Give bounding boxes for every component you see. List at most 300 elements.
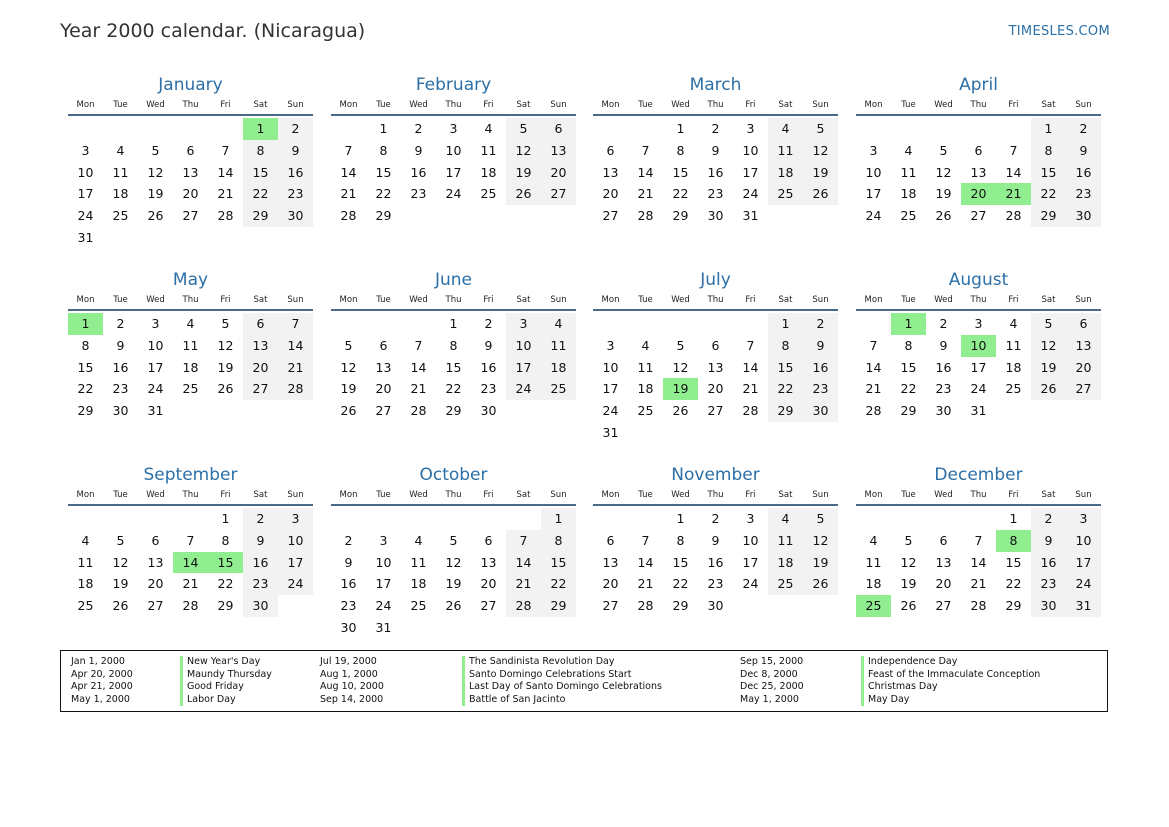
day-cell[interactable]: 15	[672, 164, 689, 180]
day-cell[interactable]: 7	[974, 532, 983, 548]
day-cell[interactable]: 22	[375, 186, 392, 202]
day-cell[interactable]: 26	[672, 403, 689, 419]
day-cell[interactable]: 13	[935, 554, 952, 570]
day-cell[interactable]: 15	[672, 554, 689, 570]
day-cell[interactable]: 11	[768, 140, 803, 162]
day-cell[interactable]: 22	[77, 381, 94, 397]
day-cell[interactable]: 26	[1031, 378, 1066, 400]
day-cell[interactable]: 18	[865, 576, 882, 592]
day-cell[interactable]: 15	[541, 552, 576, 574]
day-cell[interactable]: 28	[637, 208, 654, 224]
day-cell[interactable]: 17	[742, 164, 759, 180]
day-cell[interactable]: 14	[340, 164, 357, 180]
day-cell[interactable]: 23	[935, 381, 952, 397]
day-cell[interactable]: 27	[1066, 378, 1101, 400]
day-cell[interactable]: 29	[1005, 598, 1022, 614]
day-cell[interactable]: 8	[541, 530, 576, 552]
day-cell[interactable]: 24	[278, 573, 313, 595]
day-cell[interactable]: 28	[506, 595, 541, 617]
day-cell[interactable]: 4	[186, 316, 195, 331]
day-cell[interactable]: 4	[484, 121, 493, 136]
day-cell[interactable]: 16	[1066, 162, 1101, 184]
day-cell[interactable]: 21	[865, 381, 882, 397]
day-cell[interactable]: 19	[935, 186, 952, 202]
day-cell[interactable]: 2	[484, 316, 493, 331]
day-cell[interactable]: 21	[182, 576, 199, 592]
day-cell[interactable]: 28	[742, 403, 759, 419]
day-cell[interactable]: 7	[186, 532, 195, 548]
day-cell[interactable]: 17	[602, 381, 619, 397]
day-cell[interactable]: 12	[1031, 335, 1066, 357]
day-cell[interactable]: 17	[506, 357, 541, 379]
day-cell[interactable]: 17	[147, 359, 164, 375]
day-cell[interactable]: 25	[856, 595, 891, 617]
day-cell[interactable]: 17	[77, 186, 94, 202]
day-cell[interactable]: 14	[506, 552, 541, 574]
day-cell[interactable]: 10	[506, 335, 541, 357]
day-cell[interactable]: 19	[340, 381, 357, 397]
day-cell[interactable]: 4	[869, 532, 878, 548]
day-cell[interactable]: 20	[707, 381, 724, 397]
day-cell[interactable]: 21	[637, 576, 654, 592]
day-cell[interactable]: 20	[541, 162, 576, 184]
day-cell[interactable]: 1	[1009, 511, 1018, 526]
day-cell[interactable]: 13	[602, 554, 619, 570]
day-cell[interactable]: 21	[742, 381, 759, 397]
day-cell[interactable]: 27	[243, 378, 278, 400]
day-cell[interactable]: 31	[147, 403, 164, 419]
day-cell[interactable]: 6	[484, 532, 493, 548]
day-cell[interactable]: 5	[676, 337, 685, 353]
day-cell[interactable]: 2	[939, 316, 948, 331]
day-cell[interactable]: 16	[410, 164, 427, 180]
site-link[interactable]: TIMESLES.COM	[1008, 24, 1110, 39]
day-cell[interactable]: 14	[637, 554, 654, 570]
day-cell[interactable]: 7	[641, 532, 650, 548]
day-cell[interactable]: 8	[449, 337, 458, 353]
day-cell[interactable]: 4	[768, 118, 803, 140]
day-cell[interactable]: 11	[541, 335, 576, 357]
day-cell[interactable]: 1	[68, 313, 103, 335]
day-cell[interactable]: 16	[707, 554, 724, 570]
day-cell[interactable]: 22	[243, 183, 278, 205]
day-cell[interactable]: 20	[182, 186, 199, 202]
day-cell[interactable]: 17	[1066, 552, 1101, 574]
day-cell[interactable]: 9	[116, 337, 125, 353]
day-cell[interactable]: 15	[77, 359, 94, 375]
day-cell[interactable]: 3	[746, 121, 755, 136]
day-cell[interactable]: 15	[900, 359, 917, 375]
day-cell[interactable]: 21	[410, 381, 427, 397]
day-cell[interactable]: 12	[803, 140, 838, 162]
day-cell[interactable]: 17	[865, 186, 882, 202]
day-cell[interactable]: 19	[147, 186, 164, 202]
day-cell[interactable]: 21	[506, 573, 541, 595]
day-cell[interactable]: 18	[182, 359, 199, 375]
day-cell[interactable]: 30	[707, 208, 724, 224]
day-cell[interactable]: 30	[340, 619, 357, 635]
day-cell[interactable]: 17	[970, 359, 987, 375]
day-cell[interactable]: 9	[711, 142, 720, 158]
day-cell[interactable]: 25	[637, 403, 654, 419]
day-cell[interactable]: 12	[672, 359, 689, 375]
day-cell[interactable]: 12	[506, 140, 541, 162]
day-cell[interactable]: 24	[147, 381, 164, 397]
day-cell[interactable]: 31	[375, 619, 392, 635]
day-cell[interactable]: 11	[112, 164, 129, 180]
day-cell[interactable]: 5	[506, 118, 541, 140]
day-cell[interactable]: 23	[410, 186, 427, 202]
day-cell[interactable]: 9	[243, 530, 278, 552]
day-cell[interactable]: 19	[506, 162, 541, 184]
day-cell[interactable]: 24	[970, 381, 987, 397]
day-cell[interactable]: 19	[663, 378, 698, 400]
day-cell[interactable]: 25	[768, 573, 803, 595]
day-cell[interactable]: 29	[672, 208, 689, 224]
day-cell[interactable]: 21	[970, 576, 987, 592]
day-cell[interactable]: 31	[970, 403, 987, 419]
day-cell[interactable]: 24	[445, 186, 462, 202]
day-cell[interactable]: 31	[742, 208, 759, 224]
day-cell[interactable]: 27	[182, 208, 199, 224]
day-cell[interactable]: 27	[480, 598, 497, 614]
day-cell[interactable]: 10	[1066, 530, 1101, 552]
day-cell[interactable]: 2	[1066, 118, 1101, 140]
day-cell[interactable]: 26	[340, 403, 357, 419]
day-cell[interactable]: 18	[112, 186, 129, 202]
day-cell[interactable]: 23	[278, 183, 313, 205]
day-cell[interactable]: 29	[541, 595, 576, 617]
day-cell[interactable]: 1	[449, 316, 458, 331]
day-cell[interactable]: 7	[278, 313, 313, 335]
day-cell[interactable]: 4	[1009, 316, 1018, 331]
day-cell[interactable]: 5	[939, 142, 948, 158]
day-cell[interactable]: 9	[278, 140, 313, 162]
day-cell[interactable]: 26	[803, 183, 838, 205]
day-cell[interactable]: 19	[900, 576, 917, 592]
day-cell[interactable]: 15	[1005, 554, 1022, 570]
day-cell[interactable]: 16	[340, 576, 357, 592]
day-cell[interactable]: 23	[480, 381, 497, 397]
day-cell[interactable]: 29	[217, 598, 234, 614]
day-cell[interactable]: 7	[506, 530, 541, 552]
day-cell[interactable]: 18	[480, 164, 497, 180]
day-cell[interactable]: 17	[445, 164, 462, 180]
day-cell[interactable]: 29	[445, 403, 462, 419]
day-cell[interactable]: 1	[676, 121, 685, 136]
day-cell[interactable]: 29	[77, 403, 94, 419]
day-cell[interactable]: 7	[344, 142, 353, 158]
day-cell[interactable]: 2	[711, 121, 720, 136]
day-cell[interactable]: 24	[742, 576, 759, 592]
day-cell[interactable]: 12	[340, 359, 357, 375]
day-cell[interactable]: 4	[641, 337, 650, 353]
day-cell[interactable]: 15	[768, 357, 803, 379]
day-cell[interactable]: 14	[742, 359, 759, 375]
day-cell[interactable]: 4	[116, 142, 125, 158]
day-cell[interactable]: 22	[1031, 183, 1066, 205]
day-cell[interactable]: 2	[243, 508, 278, 530]
day-cell[interactable]: 9	[711, 532, 720, 548]
day-cell[interactable]: 22	[541, 573, 576, 595]
day-cell[interactable]: 30	[278, 205, 313, 227]
day-cell[interactable]: 15	[1031, 162, 1066, 184]
day-cell[interactable]: 11	[410, 554, 427, 570]
day-cell[interactable]: 13	[375, 359, 392, 375]
day-cell[interactable]: 24	[375, 598, 392, 614]
day-cell[interactable]: 7	[414, 337, 423, 353]
day-cell[interactable]: 1	[676, 511, 685, 526]
day-cell[interactable]: 19	[445, 576, 462, 592]
day-cell[interactable]: 30	[480, 403, 497, 419]
day-cell[interactable]: 6	[151, 532, 160, 548]
day-cell[interactable]: 16	[803, 357, 838, 379]
day-cell[interactable]: 21	[217, 186, 234, 202]
day-cell[interactable]: 8	[243, 140, 278, 162]
day-cell[interactable]: 29	[900, 403, 917, 419]
day-cell[interactable]: 4	[541, 313, 576, 335]
day-cell[interactable]: 7	[221, 142, 230, 158]
day-cell[interactable]: 11	[768, 530, 803, 552]
day-cell[interactable]: 7	[1009, 142, 1018, 158]
day-cell[interactable]: 2	[1031, 508, 1066, 530]
day-cell[interactable]: 3	[278, 508, 313, 530]
day-cell[interactable]: 20	[602, 186, 619, 202]
day-cell[interactable]: 10	[147, 337, 164, 353]
day-cell[interactable]: 28	[278, 378, 313, 400]
day-cell[interactable]: 28	[637, 598, 654, 614]
day-cell[interactable]: 6	[606, 142, 615, 158]
day-cell[interactable]: 5	[116, 532, 125, 548]
day-cell[interactable]: 30	[112, 403, 129, 419]
day-cell[interactable]: 2	[711, 511, 720, 526]
day-cell[interactable]: 26	[217, 381, 234, 397]
day-cell[interactable]: 12	[935, 164, 952, 180]
day-cell[interactable]: 4	[768, 508, 803, 530]
day-cell[interactable]: 16	[278, 162, 313, 184]
day-cell[interactable]: 28	[865, 403, 882, 419]
day-cell[interactable]: 20	[1066, 357, 1101, 379]
day-cell[interactable]: 8	[904, 337, 913, 353]
day-cell[interactable]: 6	[939, 532, 948, 548]
day-cell[interactable]: 13	[480, 554, 497, 570]
day-cell[interactable]: 9	[1066, 140, 1101, 162]
day-cell[interactable]: 1	[768, 313, 803, 335]
day-cell[interactable]: 8	[379, 142, 388, 158]
day-cell[interactable]: 7	[746, 337, 755, 353]
day-cell[interactable]: 3	[974, 316, 983, 331]
day-cell[interactable]: 9	[1031, 530, 1066, 552]
day-cell[interactable]: 19	[803, 162, 838, 184]
day-cell[interactable]: 24	[506, 378, 541, 400]
day-cell[interactable]: 12	[147, 164, 164, 180]
day-cell[interactable]: 1	[541, 508, 576, 530]
day-cell[interactable]: 20	[480, 576, 497, 592]
day-cell[interactable]: 24	[865, 208, 882, 224]
day-cell[interactable]: 8	[676, 142, 685, 158]
day-cell[interactable]: 17	[742, 554, 759, 570]
day-cell[interactable]: 16	[243, 552, 278, 574]
day-cell[interactable]: 27	[935, 598, 952, 614]
day-cell[interactable]: 9	[344, 554, 353, 570]
day-cell[interactable]: 4	[904, 142, 913, 158]
day-cell[interactable]: 15	[375, 164, 392, 180]
day-cell[interactable]: 25	[541, 378, 576, 400]
day-cell[interactable]: 10	[961, 335, 996, 357]
day-cell[interactable]: 20	[243, 357, 278, 379]
day-cell[interactable]: 11	[865, 554, 882, 570]
day-cell[interactable]: 8	[768, 335, 803, 357]
day-cell[interactable]: 29	[672, 598, 689, 614]
day-cell[interactable]: 28	[1005, 208, 1022, 224]
day-cell[interactable]: 16	[935, 359, 952, 375]
day-cell[interactable]: 13	[602, 164, 619, 180]
day-cell[interactable]: 6	[606, 532, 615, 548]
day-cell[interactable]: 9	[803, 335, 838, 357]
day-cell[interactable]: 30	[707, 598, 724, 614]
day-cell[interactable]: 20	[147, 576, 164, 592]
day-cell[interactable]: 18	[1005, 359, 1022, 375]
day-cell[interactable]: 24	[742, 186, 759, 202]
day-cell[interactable]: 21	[278, 357, 313, 379]
day-cell[interactable]: 24	[1066, 573, 1101, 595]
day-cell[interactable]: 12	[900, 554, 917, 570]
day-cell[interactable]: 18	[77, 576, 94, 592]
day-cell[interactable]: 15	[243, 162, 278, 184]
day-cell[interactable]: 29	[243, 205, 278, 227]
day-cell[interactable]: 8	[1031, 140, 1066, 162]
day-cell[interactable]: 26	[900, 598, 917, 614]
day-cell[interactable]: 10	[77, 164, 94, 180]
day-cell[interactable]: 18	[541, 357, 576, 379]
day-cell[interactable]: 6	[1066, 313, 1101, 335]
day-cell[interactable]: 18	[410, 576, 427, 592]
day-cell[interactable]: 1	[221, 511, 230, 526]
day-cell[interactable]: 10	[445, 142, 462, 158]
day-cell[interactable]: 25	[410, 598, 427, 614]
day-cell[interactable]: 12	[217, 337, 234, 353]
day-cell[interactable]: 16	[707, 164, 724, 180]
day-cell[interactable]: 19	[1031, 357, 1066, 379]
day-cell[interactable]: 23	[803, 378, 838, 400]
day-cell[interactable]: 30	[243, 595, 278, 617]
day-cell[interactable]: 25	[480, 186, 497, 202]
day-cell[interactable]: 14	[173, 552, 208, 574]
day-cell[interactable]: 1	[891, 313, 926, 335]
day-cell[interactable]: 10	[375, 554, 392, 570]
day-cell[interactable]: 2	[803, 313, 838, 335]
day-cell[interactable]: 23	[340, 598, 357, 614]
day-cell[interactable]: 31	[1066, 595, 1101, 617]
day-cell[interactable]: 27	[707, 403, 724, 419]
day-cell[interactable]: 29	[1031, 205, 1066, 227]
day-cell[interactable]: 25	[112, 208, 129, 224]
day-cell[interactable]: 30	[1066, 205, 1101, 227]
day-cell[interactable]: 23	[1031, 573, 1066, 595]
day-cell[interactable]: 10	[742, 532, 759, 548]
day-cell[interactable]: 27	[147, 598, 164, 614]
day-cell[interactable]: 1	[243, 118, 278, 140]
day-cell[interactable]: 10	[865, 164, 882, 180]
day-cell[interactable]: 23	[1066, 183, 1101, 205]
day-cell[interactable]: 27	[541, 183, 576, 205]
day-cell[interactable]: 10	[278, 530, 313, 552]
day-cell[interactable]: 12	[445, 554, 462, 570]
day-cell[interactable]: 5	[221, 316, 230, 331]
day-cell[interactable]: 6	[186, 142, 195, 158]
day-cell[interactable]: 23	[112, 381, 129, 397]
day-cell[interactable]: 25	[1005, 381, 1022, 397]
day-cell[interactable]: 13	[541, 140, 576, 162]
day-cell[interactable]: 24	[77, 208, 94, 224]
day-cell[interactable]: 2	[414, 121, 423, 136]
day-cell[interactable]: 11	[637, 359, 654, 375]
day-cell[interactable]: 3	[81, 142, 90, 158]
day-cell[interactable]: 2	[344, 532, 353, 548]
day-cell[interactable]: 22	[217, 576, 234, 592]
day-cell[interactable]: 7	[641, 142, 650, 158]
day-cell[interactable]: 14	[970, 554, 987, 570]
day-cell[interactable]: 22	[445, 381, 462, 397]
day-cell[interactable]: 10	[602, 359, 619, 375]
day-cell[interactable]: 8	[221, 532, 230, 548]
day-cell[interactable]: 30	[803, 400, 838, 422]
day-cell[interactable]: 3	[379, 532, 388, 548]
day-cell[interactable]: 14	[1005, 164, 1022, 180]
day-cell[interactable]: 13	[243, 335, 278, 357]
day-cell[interactable]: 22	[672, 186, 689, 202]
day-cell[interactable]: 31	[77, 229, 94, 245]
day-cell[interactable]: 6	[974, 142, 983, 158]
day-cell[interactable]: 6	[379, 337, 388, 353]
day-cell[interactable]: 27	[375, 403, 392, 419]
day-cell[interactable]: 19	[803, 552, 838, 574]
day-cell[interactable]: 5	[803, 508, 838, 530]
day-cell[interactable]: 17	[278, 552, 313, 574]
day-cell[interactable]: 26	[445, 598, 462, 614]
day-cell[interactable]: 18	[637, 381, 654, 397]
day-cell[interactable]: 22	[768, 378, 803, 400]
day-cell[interactable]: 26	[147, 208, 164, 224]
day-cell[interactable]: 12	[803, 530, 838, 552]
day-cell[interactable]: 5	[344, 337, 353, 353]
day-cell[interactable]: 15	[445, 359, 462, 375]
day-cell[interactable]: 26	[506, 183, 541, 205]
day-cell[interactable]: 18	[768, 162, 803, 184]
day-cell[interactable]: 18	[768, 552, 803, 574]
day-cell[interactable]: 26	[803, 573, 838, 595]
day-cell[interactable]: 28	[340, 208, 357, 224]
day-cell[interactable]: 3	[151, 316, 160, 331]
day-cell[interactable]: 25	[900, 208, 917, 224]
day-cell[interactable]: 11	[77, 554, 94, 570]
day-cell[interactable]: 21	[996, 183, 1031, 205]
day-cell[interactable]: 27	[602, 598, 619, 614]
day-cell[interactable]: 11	[1005, 337, 1022, 353]
day-cell[interactable]: 29	[375, 208, 392, 224]
day-cell[interactable]: 5	[449, 532, 458, 548]
day-cell[interactable]: 13	[182, 164, 199, 180]
day-cell[interactable]: 28	[182, 598, 199, 614]
day-cell[interactable]: 30	[935, 403, 952, 419]
day-cell[interactable]: 5	[1031, 313, 1066, 335]
day-cell[interactable]: 28	[410, 403, 427, 419]
day-cell[interactable]: 16	[1031, 552, 1066, 574]
day-cell[interactable]: 14	[278, 335, 313, 357]
day-cell[interactable]: 18	[900, 186, 917, 202]
day-cell[interactable]: 11	[900, 164, 917, 180]
day-cell[interactable]: 2	[116, 316, 125, 331]
